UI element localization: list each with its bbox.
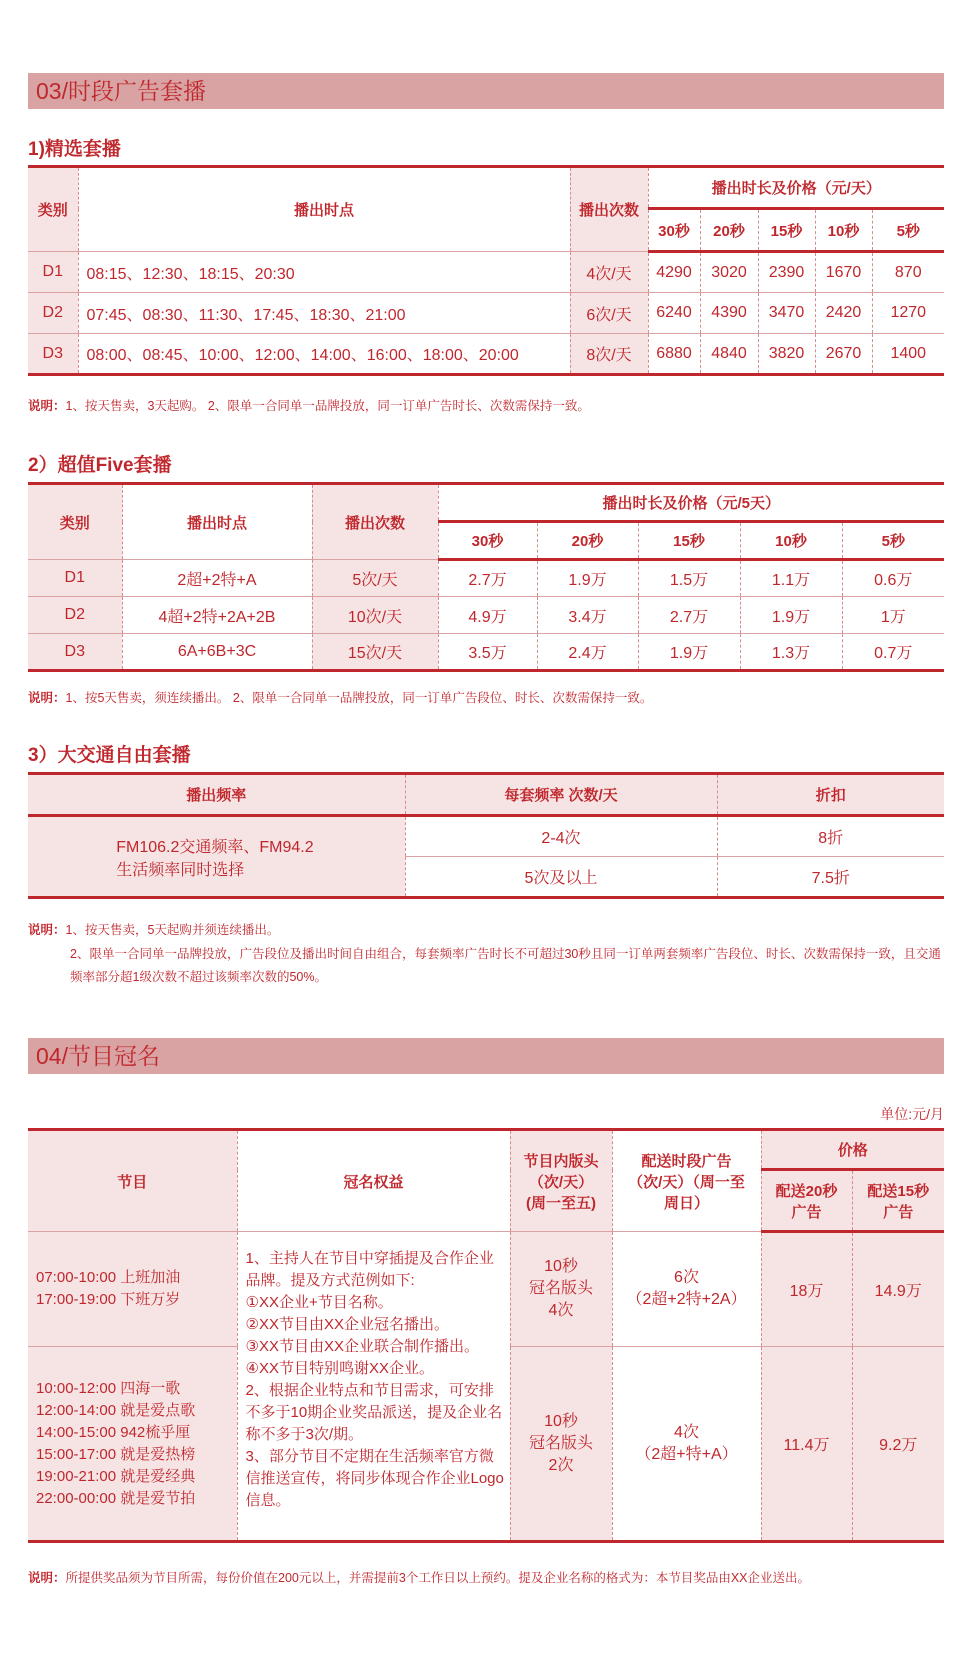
header: 价格 [761, 1130, 944, 1170]
cell: 2超+2特+A [122, 560, 312, 597]
rights-item: 2、根据企业特点和节目需求，可安排不多于10期企业奖品派送，提及企业名称不多于3次/期。 [245, 1382, 503, 1443]
head-line: 10秒 [544, 1412, 578, 1430]
cell: 1400 [872, 334, 944, 375]
header: 每套频率 次数/天 [405, 774, 717, 816]
program-item: 15:00-17:00 就是爱热榜 [36, 1445, 196, 1463]
ads-line: （2超+特+A） [635, 1445, 738, 1463]
header: 播出时长及价格（元/天） [648, 167, 944, 209]
cell: 1.9万 [638, 634, 740, 671]
ads-line: （2超+2特+2A） [626, 1291, 747, 1308]
cell: 5次及以上 [405, 857, 717, 898]
header: 配送15秒广告 [852, 1170, 944, 1232]
cell: 5次/天 [312, 560, 438, 597]
table-row [28, 634, 944, 671]
program-cell [28, 1232, 237, 1347]
header: 播出次数 [312, 484, 438, 560]
header: 节目 [28, 1130, 237, 1232]
duration-header: 5秒 [872, 209, 944, 252]
program-item: 19:00-21:00 就是爱经典 [36, 1467, 196, 1485]
table-row [28, 597, 944, 634]
cell: 1.1万 [740, 560, 842, 597]
table-traffic-package [28, 772, 944, 899]
cell: D2 [28, 293, 78, 334]
cell: 1.9万 [537, 560, 638, 597]
cell: D3 [28, 634, 122, 671]
t1-note: 说明：1、按天售卖，3天起购。 2、限单一合同单一品牌投放，同一订单广告时长、次数需保持一致。 [28, 399, 590, 413]
cell: 07:45、08:30、11:30、17:45、18:30、21:00 [78, 293, 570, 334]
price-20s: 11.4万 [761, 1347, 852, 1542]
duration-header: 20秒 [700, 209, 758, 252]
cell: 4次/天 [570, 252, 648, 293]
price-15s: 14.9万 [852, 1232, 944, 1347]
t3-title: 3）大交通自由套播 [28, 745, 191, 766]
program-item: 14:00-15:00 942梳乎厘 [36, 1423, 191, 1441]
cell: 2.4万 [537, 634, 638, 671]
duration-header: 10秒 [740, 522, 842, 560]
program-item: 22:00-00:00 就是爱节拍 [36, 1489, 196, 1507]
table-row [28, 560, 944, 597]
cell: 4.9万 [438, 597, 537, 634]
cell: D2 [28, 597, 122, 634]
cell: 2.7万 [638, 597, 740, 634]
cell: 6次/天 [570, 293, 648, 334]
ads-line: 6次 [674, 1269, 699, 1286]
cell: 0.7万 [842, 634, 944, 671]
cell: 6240 [648, 293, 700, 334]
table-row [28, 252, 944, 293]
header: 冠名权益 [237, 1130, 510, 1232]
unit-label: 单位:元/月 [880, 1106, 944, 1122]
cell: 3.4万 [537, 597, 638, 634]
header: 类别 [28, 167, 78, 252]
cell: 8折 [717, 816, 944, 857]
t4-note: 说明：所提供奖品须为节目所需，每份价值在200元以上，并需提前3个工作日以上预约。提及企业名称的格式为：本节目奖品由XX企业送出。 [28, 1571, 811, 1585]
cell: 3.5万 [438, 634, 537, 671]
head-line: 冠名版头 [528, 1434, 593, 1452]
cell: D1 [28, 560, 122, 597]
cell: 08:00、08:45、10:00、12:00、14:00、16:00、18:00、20:00 [78, 334, 570, 375]
cell: 1.9万 [740, 597, 842, 634]
cell: 4超+2特+2A+2B [122, 597, 312, 634]
header: 配送时段广告（次/天）（周一至周日） [612, 1130, 761, 1232]
duration-header: 20秒 [537, 522, 638, 560]
cell: 3020 [700, 252, 758, 293]
cell: D3 [28, 334, 78, 375]
duration-header: 5秒 [842, 522, 944, 560]
table-five-package [28, 482, 944, 672]
program-cell [28, 1347, 237, 1542]
head-count-cell [510, 1232, 612, 1347]
header: 类别 [28, 484, 122, 560]
cell: 7.5折 [717, 857, 944, 898]
cell: 3820 [758, 334, 815, 375]
cell: 6A+6B+3C [122, 634, 312, 671]
program-item: 17:00-19:00 下班万岁 [36, 1291, 181, 1308]
section-03-header: 03/时段广告套播 [28, 73, 944, 109]
cell: 2670 [815, 334, 872, 375]
cell: 3470 [758, 293, 815, 334]
rights-item: ③XX节目由XX企业联合制作播出。 [245, 1338, 479, 1355]
price-15s: 9.2万 [852, 1347, 944, 1542]
table-row [28, 293, 944, 334]
t2-title: 2）超值Five套播 [28, 455, 172, 476]
table-program-naming [28, 1128, 944, 1543]
rights-item: 3、部分节目不定期在生活频率官方微信推送宣传，将同步体现合作企业Logo信息。 [245, 1448, 504, 1509]
rights-item: ④XX节目特别鸣谢XX企业。 [245, 1360, 434, 1377]
ads-cell [612, 1232, 761, 1347]
cell: 2.7万 [438, 560, 537, 597]
duration-header: 30秒 [648, 209, 700, 252]
t3-note-1: 说明：1、按天售卖，5天起购并须连续播出。 [28, 923, 280, 937]
duration-header: 15秒 [638, 522, 740, 560]
cell: 1.5万 [638, 560, 740, 597]
cell: 4840 [700, 334, 758, 375]
header: 节目内版头（次/天）(周一至五) [510, 1130, 612, 1232]
cell: 15次/天 [312, 634, 438, 671]
program-item: 12:00-14:00 就是爱点歌 [36, 1401, 196, 1419]
ads-line: 4次 [674, 1423, 699, 1441]
head-line: 10秒 [544, 1258, 578, 1275]
program-item: 07:00-10:00 上班加油 [36, 1269, 181, 1286]
cell: 1万 [842, 597, 944, 634]
cell: 2-4次 [405, 816, 717, 857]
t3-note-2: 2、限单一合同单一品牌投放，广告段位及播出时间自由组合，每套频率广告时长不可超过30秒且同一订单两套频率广告段位、时长、次数需保持一致，且交通频率部分超1级次数不超过该频率次数的50%。 [70, 947, 941, 984]
cell: 2390 [758, 252, 815, 293]
cell: 6880 [648, 334, 700, 375]
table-row [28, 334, 944, 375]
duration-header: 15秒 [758, 209, 815, 252]
header: 播出频率 [28, 774, 405, 816]
frequency-cell: FM106.2交通频率、FM94.2生活频率同时选择 [28, 816, 405, 898]
cell: 10次/天 [312, 597, 438, 634]
cell: 1670 [815, 252, 872, 293]
rights-cell [237, 1232, 510, 1542]
head-line: 冠名版头 [528, 1280, 593, 1297]
head-line: 2次 [548, 1456, 574, 1474]
duration-header: 10秒 [815, 209, 872, 252]
cell: 0.6万 [842, 560, 944, 597]
price-20s: 18万 [761, 1232, 852, 1347]
head-line: 4次 [548, 1302, 574, 1319]
cell: 2420 [815, 293, 872, 334]
head-count-cell [510, 1347, 612, 1542]
header: 折扣 [717, 774, 944, 816]
cell: 1270 [872, 293, 944, 334]
header: 播出时点 [78, 167, 570, 252]
t2-note: 说明：1、按5天售卖，须连续播出。 2、限单一合同单一品牌投放，同一订单广告段位、时长、次数需保持一致。 [28, 691, 653, 705]
cell: 870 [872, 252, 944, 293]
header: 配送20秒广告 [761, 1170, 852, 1232]
program-item: 10:00-12:00 四海一歌 [36, 1379, 181, 1397]
rights-item: ②XX节目由XX企业冠名播出。 [245, 1316, 449, 1333]
cell: 4290 [648, 252, 700, 293]
header: 播出时长及价格（元/5天） [438, 484, 944, 522]
duration-header: 30秒 [438, 522, 537, 560]
header: 播出次数 [570, 167, 648, 252]
cell: 08:15、12:30、18:15、20:30 [78, 252, 570, 293]
rights-item: ①XX企业+节目名称。 [245, 1294, 393, 1311]
rights-item: 1、主持人在节目中穿插提及合作企业品牌。提及方式范例如下: [245, 1250, 494, 1289]
section-04-header: 04/节目冠名 [28, 1038, 944, 1074]
cell: D1 [28, 252, 78, 293]
t1-title: 1)精选套播 [28, 139, 121, 160]
ads-cell [612, 1347, 761, 1542]
header: 播出时点 [122, 484, 312, 560]
cell: 1.3万 [740, 634, 842, 671]
table-selected-package [28, 165, 944, 376]
cell: 4390 [700, 293, 758, 334]
table-row [28, 1232, 944, 1347]
cell: 8次/天 [570, 334, 648, 375]
